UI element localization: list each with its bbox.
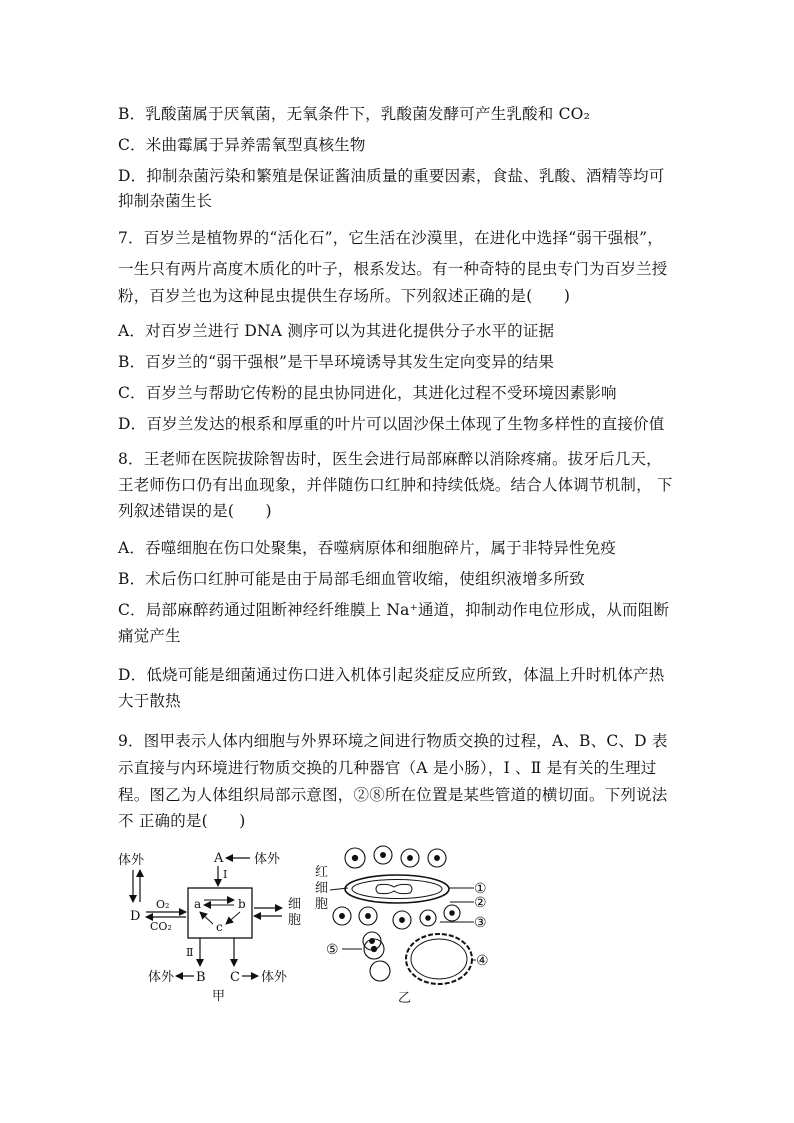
organ-d-label: D [130,909,141,924]
rbc-label-xi: 细 [315,881,329,896]
question-8-line-3: 列叙述错误的是( ) [118,502,272,520]
capillary-lumen [352,880,442,899]
question-9-line-1: 9．图甲表示人体内细胞与外界环境之间进行物质交换的过程，A、B、C、D 表 [118,732,668,750]
figure-yi-caption: 乙 [398,991,412,1006]
co2-label: CO₂ [150,920,172,933]
question-8-line-1: 8．王老师在医院拔除智齿时，医生会进行局部麻醉以消除疼痛。拔牙后几天， [118,450,662,468]
red-blood-cell [376,884,412,893]
option-b-q8: B．术后伤口红肿可能是由于局部毛细血管收缩，使组织液增多所致 [118,570,585,588]
cells-label-bao: 胞 [288,913,302,928]
arrow-c-to-a [200,912,213,924]
tissue-cells-lower-visible [364,939,390,981]
option-d-q8: D．低烧可能是细菌通过伤口进入机体引起炎症反应所致，体温上升时机体产热 [118,666,665,684]
tiwai-c-label: 体外 [261,970,288,985]
question-9-line-3: 程。图乙为人体组织局部示意图，②⑧所在位置是某些管道的横切面。下列说法 [118,786,668,804]
fluid-b-label: b [238,897,246,911]
option-c-q7: C．百岁兰与帮助它传粉的昆虫协同进化，其进化过程不受环境因素影响 [118,384,617,402]
option-d-q6-cont: 抑制杂菌生长 [118,192,213,210]
option-b-q6: B．乳酸菌属于厌氧菌，无氧条件下，乳酸菌发酵可产生乳酸和 CO₂ [118,105,590,123]
option-b-q7: B．百岁兰的“弱干强根”是干旱环境诱导其发生定向变异的结果 [118,353,555,371]
process-i-label: I [223,868,228,881]
figure-yi [315,846,489,1006]
option-d-q8-cont: 大于散热 [118,692,181,710]
tiwai-left-label: 体外 [118,853,145,868]
fluid-a-label: a [194,897,202,911]
o2-label: O₂ [156,898,170,911]
option-a-q7: A．对百岁兰进行 DNA 测序可以为其进化提供分子水平的证据 [118,322,555,340]
option-c-q8: C．局部麻醉药通过阻断神经纤维膜上 Na⁺通道，抑制动作电位形成，从而阻断 [118,601,670,619]
lymph-vessel [406,934,472,984]
label-1: ① [474,881,487,897]
organ-a-label: A [214,851,224,866]
tiwai-b-label: 体外 [148,970,175,985]
option-a-q8: A．吞噬细胞在伤口处聚集，吞噬病原体和细胞碎片，属于非特异性免疫 [118,539,617,557]
organ-b-label: B [196,970,206,985]
label-2: ② [474,895,487,911]
question-8-line-2: 王老师伤口仍有出血现象，并伴随伤口红肿和持续低烧。结合人体调节机制， 下 [118,476,673,494]
question-7-line-1: 7．百岁兰是植物界的“活化石”，它生活在沙漠里，在进化中选择“弱干强根”， [118,229,663,247]
cells-label-xi: 细 [288,897,302,912]
label-5: ⑤ [326,942,339,958]
option-d-q7: D．百岁兰发达的根系和厚重的叶片可以固沙保土体现了生物多样性的直接价值 [118,415,665,433]
tissue-cells-top [345,846,446,868]
arrow-b-to-c [226,912,240,924]
tiwai-a-label: 体外 [254,852,281,867]
lymph-vessel-lumen [411,939,467,979]
option-c-q6: C．米曲霉属于异养需氧型真核生物 [118,136,366,154]
question-9-figure [110,840,530,1015]
question-9-line-4: 不 正确的是( ) [118,812,246,830]
question-9-line-2: 示直接与内环境进行物质交换的几种器官（A 是小肠），Ⅰ 、Ⅱ 是有关的生理过 [118,759,657,777]
question-7-line-2: 一生只有两片高度木质化的叶子，根系发达。有一种奇特的昆虫专门为百岁兰授 [118,260,668,278]
figure-jia-caption: 甲 [212,989,226,1004]
organ-c-label: C [230,970,240,985]
figure-jia [118,851,301,1004]
fluid-c-label: c [216,920,223,934]
label-3: ③ [474,915,487,931]
option-c-q8-cont: 痛觉产生 [118,627,181,645]
question-7-line-3: 粉，百岁兰也为这种昆虫提供生存场所。下列叙述正确的是( ) [118,287,571,305]
rbc-label-hong: 红 [315,865,329,880]
option-d-q6: D．抑制杂菌污染和繁殖是保证酱油质量的重要因素，食盐、乳酸、酒精等均可 [118,167,665,185]
process-ii-label: Ⅱ [186,946,194,959]
label-4: ④ [476,953,489,969]
tissue-cells-mid [333,905,460,950]
rbc-label-bao: 胞 [315,897,329,912]
